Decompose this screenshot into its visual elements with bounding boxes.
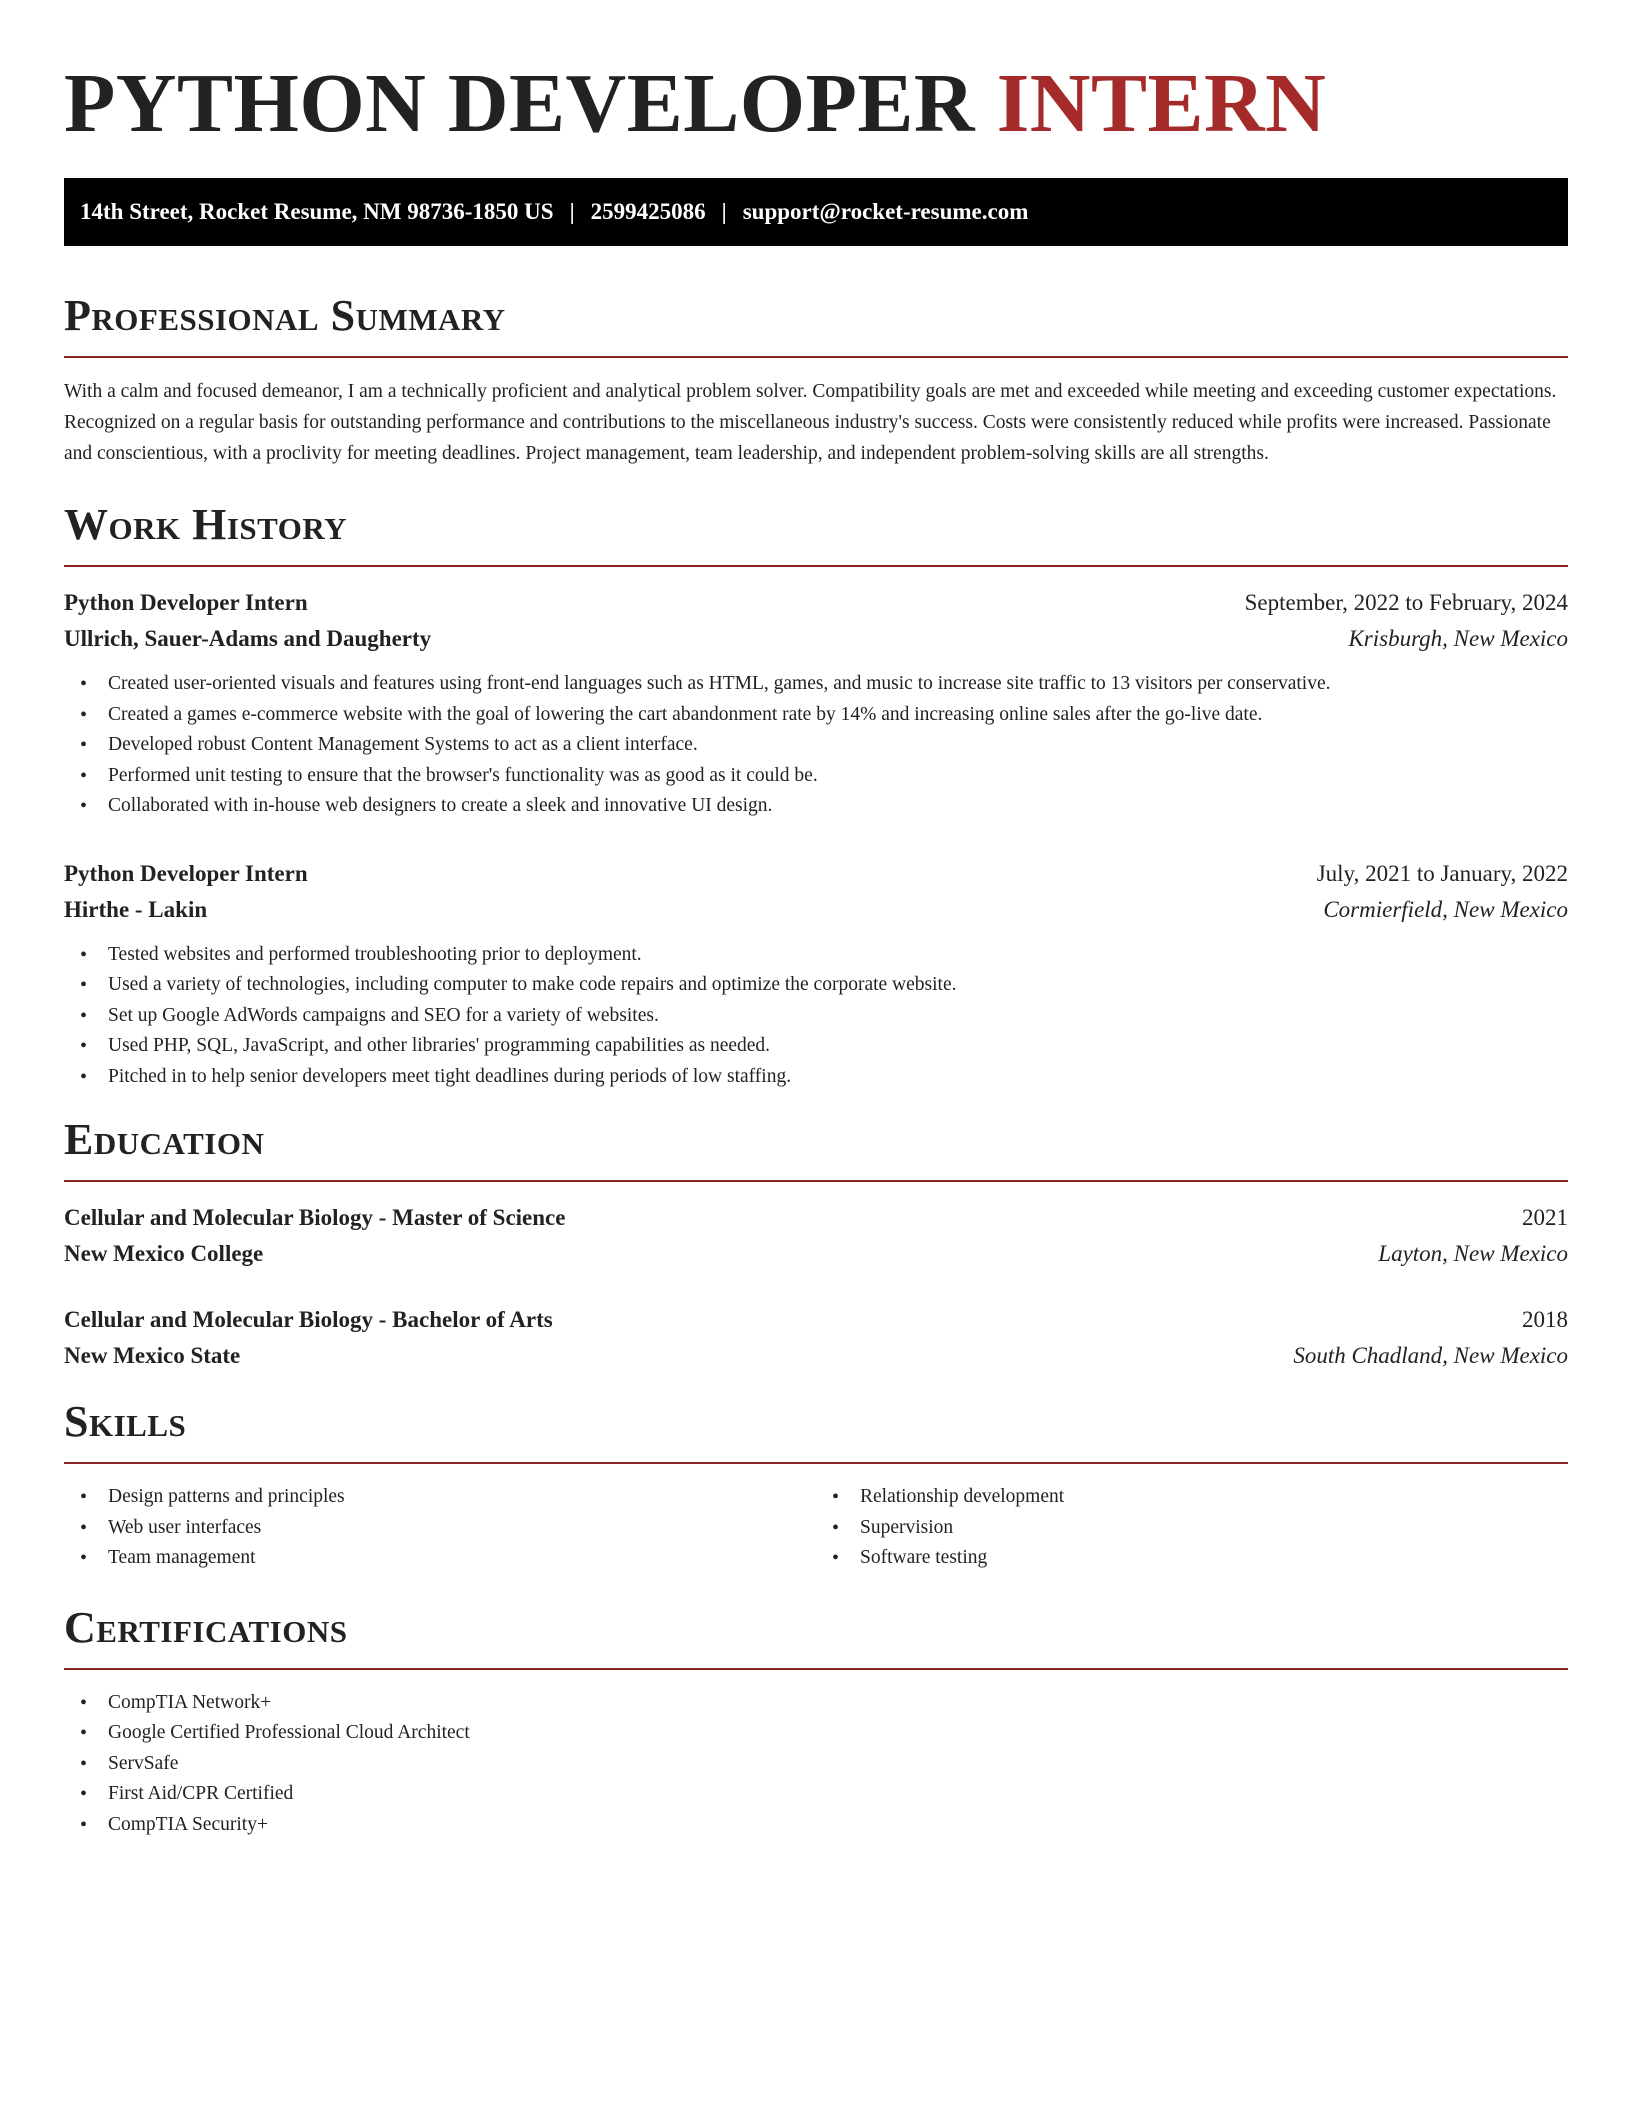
list-item: • Tested websites and performed troubleshooting prior to deployment. (64, 940, 1568, 971)
education-section (64, 1114, 1568, 1374)
section-divider (64, 1180, 1568, 1182)
skills-list-left (64, 1482, 816, 1574)
education-school-row (64, 1338, 1568, 1374)
list-item: • Design patterns and principles (64, 1482, 816, 1513)
list-item: • Google Certified Professional Cloud Architect (64, 1718, 1568, 1749)
education-location: South Chadland, New Mexico (1293, 1343, 1568, 1368)
section-title-certifications: Certifications (64, 1602, 348, 1652)
education-degree: Cellular and Molecular Biology - Bachelor of Arts (64, 1307, 553, 1332)
section-divider (64, 1668, 1568, 1670)
list-item: • Created user-oriented visuals and features using front-end languages such as HTML, games, and music to increase site traffic to 13 visitors per conservative. (64, 669, 1568, 700)
summary-section (64, 290, 1568, 469)
job-entry (64, 585, 1568, 822)
list-item: • Used PHP, SQL, JavaScript, and other libraries' programming capabilities as needed. (64, 1031, 1568, 1062)
skills-grid (64, 1482, 1568, 1574)
job-company-row (64, 621, 1568, 657)
contact-email[interactable]: support@rocket-resume.com (742, 199, 1029, 224)
job-bullets (64, 940, 1568, 1093)
job-dates: September, 2022 to February, 2024 (1244, 590, 1568, 615)
contact-separator: | (569, 199, 575, 224)
resume-name (64, 0, 1568, 152)
work-history-section (64, 499, 1568, 1092)
section-divider (64, 356, 1568, 358)
education-entry (64, 1302, 1568, 1374)
list-item: • ServSafe (64, 1749, 1568, 1780)
education-year: 2021 (1522, 1205, 1568, 1230)
job-role: Python Developer Intern (64, 590, 308, 615)
list-item: • First Aid/CPR Certified (64, 1779, 1568, 1810)
education-degree-row (64, 1200, 1568, 1236)
job-role: Python Developer Intern (64, 860, 308, 886)
list-item: • CompTIA Security+ (64, 1810, 1568, 1841)
summary-text: With a calm and focused demeanor, I am a technically proficient and analytical problem solver. Compatibility goals are met and exceeded while meeting and exceeding customer expectations. Recognized on a regular basis for outstanding performance and contributions to the miscellaneous industry's success. Costs were consistently reduced while profits were increased. Passionate and conscientious, with a proclivity for meeting deadlines. Project management, team leadership, and independent problem-solving skills are all strengths. (64, 381, 1557, 464)
contact-address: 14th Street, Rocket Resume, NM 98736-1850 US (80, 199, 554, 224)
job-bullets (64, 669, 1568, 822)
list-item: • Web user interfaces (64, 1513, 816, 1544)
job-location: Krisburgh, New Mexico (1348, 626, 1568, 651)
contact-separator: | (721, 199, 727, 224)
skills-list-right (816, 1482, 1568, 1574)
list-item: • Pitched in to help senior developers meet tight deadlines during periods of low staffing. (64, 1062, 1568, 1093)
job-entry (64, 856, 1568, 1093)
education-school: New Mexico College (64, 1241, 264, 1266)
list-item: • Used a variety of technologies, including computer to make code repairs and optimize the corporate website. (64, 970, 1568, 1001)
job-company: Hirthe - Lakin (64, 896, 208, 922)
certifications-section (64, 1602, 1568, 1841)
list-item: • CompTIA Network+ (64, 1688, 1568, 1719)
section-title-work-history: Work History (64, 500, 348, 549)
education-school: New Mexico State (64, 1343, 241, 1368)
education-year: 2018 (1522, 1307, 1568, 1332)
section-title-education: Education (64, 1115, 265, 1164)
section-title-summary: Professional Summary (64, 291, 506, 340)
section-title-skills: Skills (64, 1397, 187, 1446)
list-item: • Software testing (816, 1543, 1568, 1574)
name-first: PYTHON DEVELOPER (64, 57, 976, 150)
list-item: • Developed robust Content Management Systems to act as a client interface. (64, 730, 1568, 761)
list-item: • Set up Google AdWords campaigns and SEO for a variety of websites. (64, 1001, 1568, 1032)
education-school-row (64, 1236, 1568, 1272)
contact-phone: 2599425086 (590, 199, 706, 224)
job-header-row (64, 856, 1568, 892)
education-location: Layton, New Mexico (1378, 1241, 1568, 1266)
education-entry (64, 1200, 1568, 1272)
education-degree-row (64, 1302, 1568, 1338)
list-item: • Collaborated with in-house web designers to create a sleek and innovative UI design. (64, 791, 1568, 822)
certifications-list (64, 1688, 1568, 1841)
job-company-row (64, 892, 1568, 928)
job-header-row (64, 585, 1568, 621)
list-item: • Team management (64, 1543, 816, 1574)
list-item: • Performed unit testing to ensure that the browser's functionality was as good as it could be. (64, 761, 1568, 792)
section-divider (64, 1462, 1568, 1464)
job-company: Ullrich, Sauer-Adams and Daugherty (64, 626, 432, 651)
list-item: • Relationship development (816, 1482, 1568, 1513)
section-divider (64, 565, 1568, 567)
contact-bar (64, 178, 1568, 246)
list-item: • Created a games e-commerce website with the goal of lowering the cart abandonment rate by 14% and increasing online sales after the go-live date. (64, 700, 1568, 731)
education-degree: Cellular and Molecular Biology - Master of Science (64, 1205, 566, 1230)
job-dates: July, 2021 to January, 2022 (1316, 860, 1568, 886)
list-item: • Supervision (816, 1513, 1568, 1544)
name-last: INTERN (996, 57, 1327, 150)
skills-section (64, 1396, 1568, 1574)
job-location: Cormierfield, New Mexico (1323, 896, 1568, 922)
